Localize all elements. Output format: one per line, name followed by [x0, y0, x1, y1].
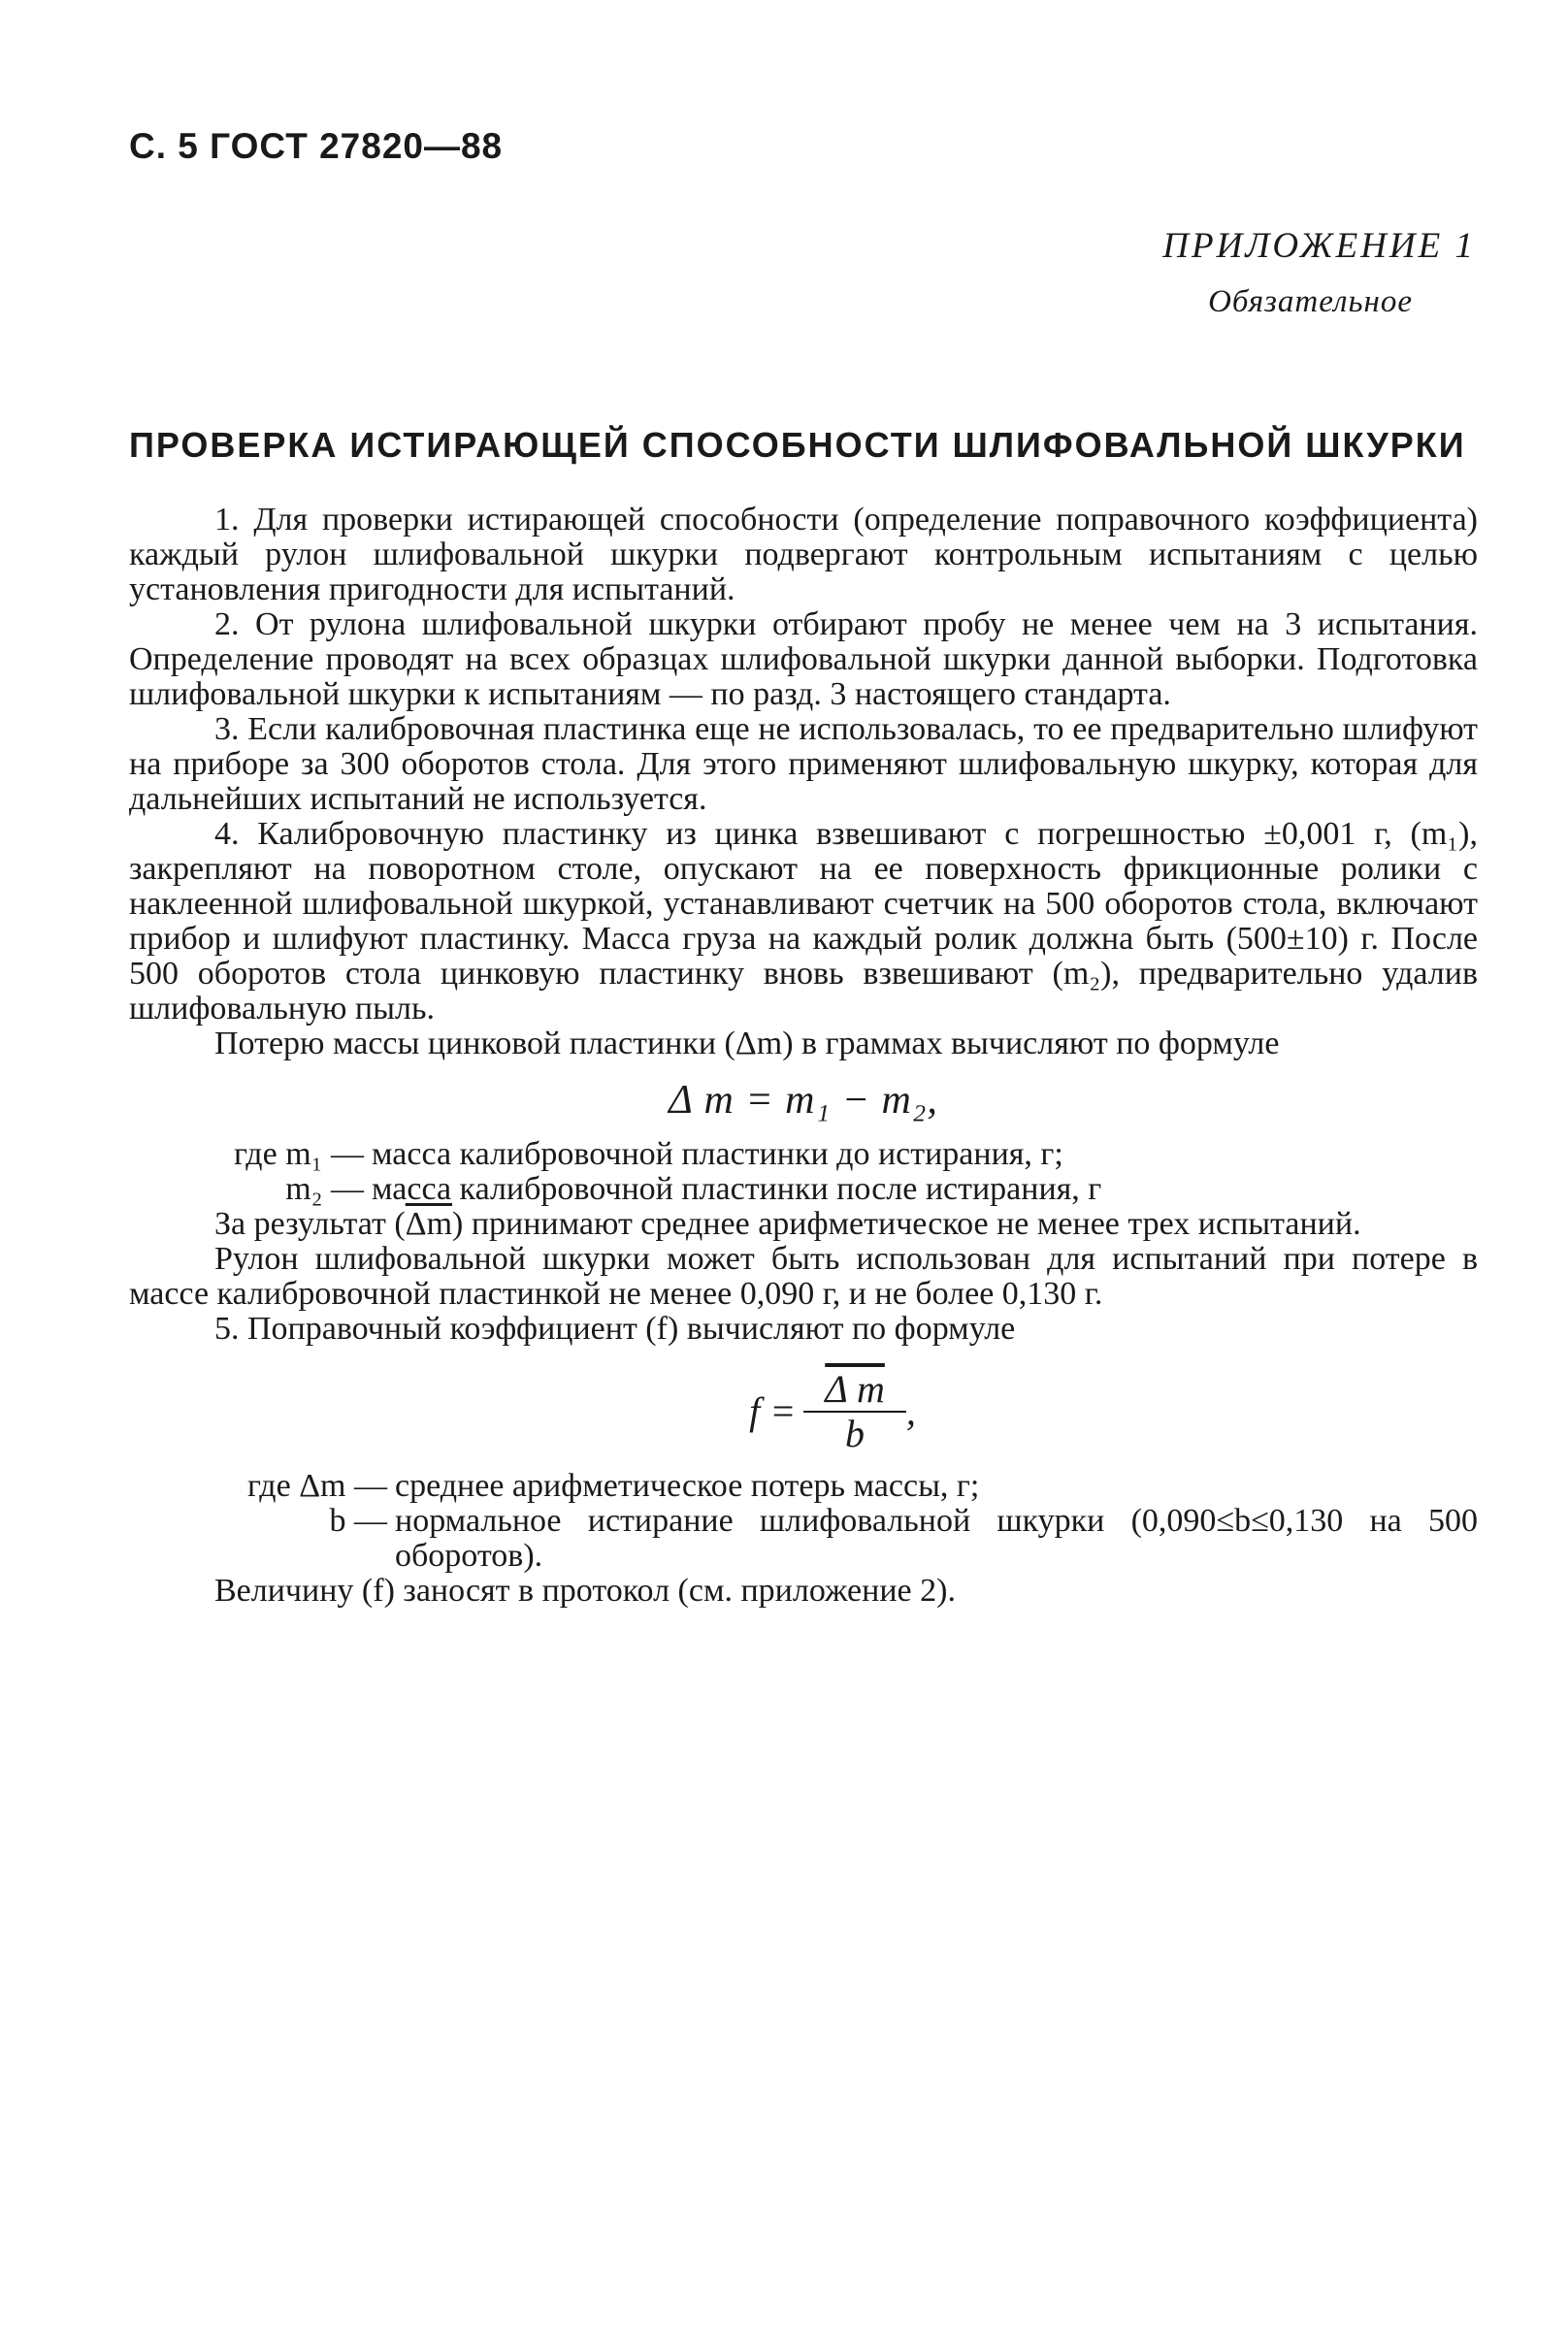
paragraph-4: 4. Калибровочную пластинку из цинка взвешивают с погрешностью ±0,001 г, (m₁), закрепляют на поворотном столе, опускают на ее поверхность фрикционные ролики с наклеенной шлифовальной шкуркой, устанавливают счетчик на 500 оборотов стола, включают прибор и шлифуют пластинку. Масса груза на каждый ролик должна быть (500±10) г. После 500 оборотов стола цинковую пластинку вновь взвешивают (m₂), предварительно удалив шлифовальную пыль.	[129, 816, 1478, 1026]
formula1-legend	[129, 1137, 1478, 1207]
correction-factor-formula	[187, 1367, 1478, 1455]
section-title: ПРОВЕРКА ИСТИРАЮЩЕЙ СПОСОБНОСТИ ШЛИФОВАЛЬНОЙ ШКУРКИ	[129, 425, 1466, 465]
mass-loss-formula: Δ m = m₁ − m₂,	[669, 1078, 938, 1123]
legend-row	[129, 1469, 1478, 1504]
legend-description: нормальное истирание шлифовальной шкурки (0,090≤b≤0,130 на 500 оборотов).	[395, 1503, 1478, 1574]
legend-symbol: b —	[329, 1503, 387, 1539]
body-text	[129, 503, 1478, 1609]
formula2-fraction	[803, 1367, 906, 1455]
legend-row	[129, 1137, 1478, 1172]
closing-paragraph: Величину (f) заносят в протокол (см. приложение 2).	[214, 1573, 956, 1609]
formula2-legend	[129, 1469, 1478, 1574]
appendix-status: Обязательное	[1208, 284, 1413, 319]
formula2-lhs: f =	[749, 1389, 797, 1433]
paragraph-6	[129, 1207, 1478, 1242]
paragraph-1: 1. Для проверки истирающей способности (определение поправочного коэффициента) каждый рулон шлифовальной шкурки подвергают контрольным испытаниям с целью установления пригодности для испытаний.	[129, 502, 1478, 607]
paragraph-6-end: ) принимают среднее арифметическое не менее трех испытаний.	[452, 1206, 1361, 1242]
page-header: С. 5 ГОСТ 27820—88	[129, 126, 504, 166]
formula2-tail: ,	[905, 1389, 916, 1433]
formula2-denominator: b	[845, 1412, 866, 1455]
legend-description: масса калибровочной пластинки до истирания, г;	[372, 1136, 1063, 1172]
legend-description: среднее арифметическое потерь массы, г;	[395, 1468, 980, 1504]
legend-symbol: где Δm —	[247, 1468, 387, 1504]
legend-row	[129, 1172, 1478, 1207]
paragraph-3: 3. Если калибровочная пластинка еще не использовалась, то ее предварительно шлифуют на приборе за 300 оборотов стола. Для этого применяют шлифовальную шкурку, которая для дальнейших испытаний не используется.	[129, 711, 1478, 817]
paragraph-7: Рулон шлифовальной шкурки может быть использован для испытаний при потере в массе калибровочной пластинкой не менее 0,090 г, и не более 0,130 г.	[129, 1241, 1478, 1312]
legend-description: масса калибровочной пластинки после истирания, г	[372, 1171, 1102, 1207]
legend-row	[129, 1504, 1478, 1574]
paragraph-5: Потерю массы цинковой пластинки (Δm) в граммах вычисляют по формуле	[214, 1026, 1280, 1061]
formula2-numerator: Δ m	[803, 1372, 906, 1413]
appendix-label: ПРИЛОЖЕНИЕ 1	[1162, 226, 1476, 266]
legend-symbol: где m₁ —	[234, 1136, 364, 1172]
mean-mass-loss-symbol: $\overline{\Delta m}$	[405, 1206, 453, 1242]
paragraph-6-start: За результат (	[214, 1206, 406, 1242]
legend-symbol: m₂ —	[285, 1171, 364, 1207]
paragraph-2: 2. От рулона шлифовальной шкурки отбирают пробу не менее чем на 3 испытания. Определение проводят на всех образцах шлифовальной шкурки данной выборки. Подготовка шлифовальной шкурки к испытаниям — по разд. 3 настоящего стандарта.	[129, 606, 1478, 712]
paragraph-8: 5. Поправочный коэффициент (f) вычисляют по формуле	[214, 1311, 1016, 1347]
